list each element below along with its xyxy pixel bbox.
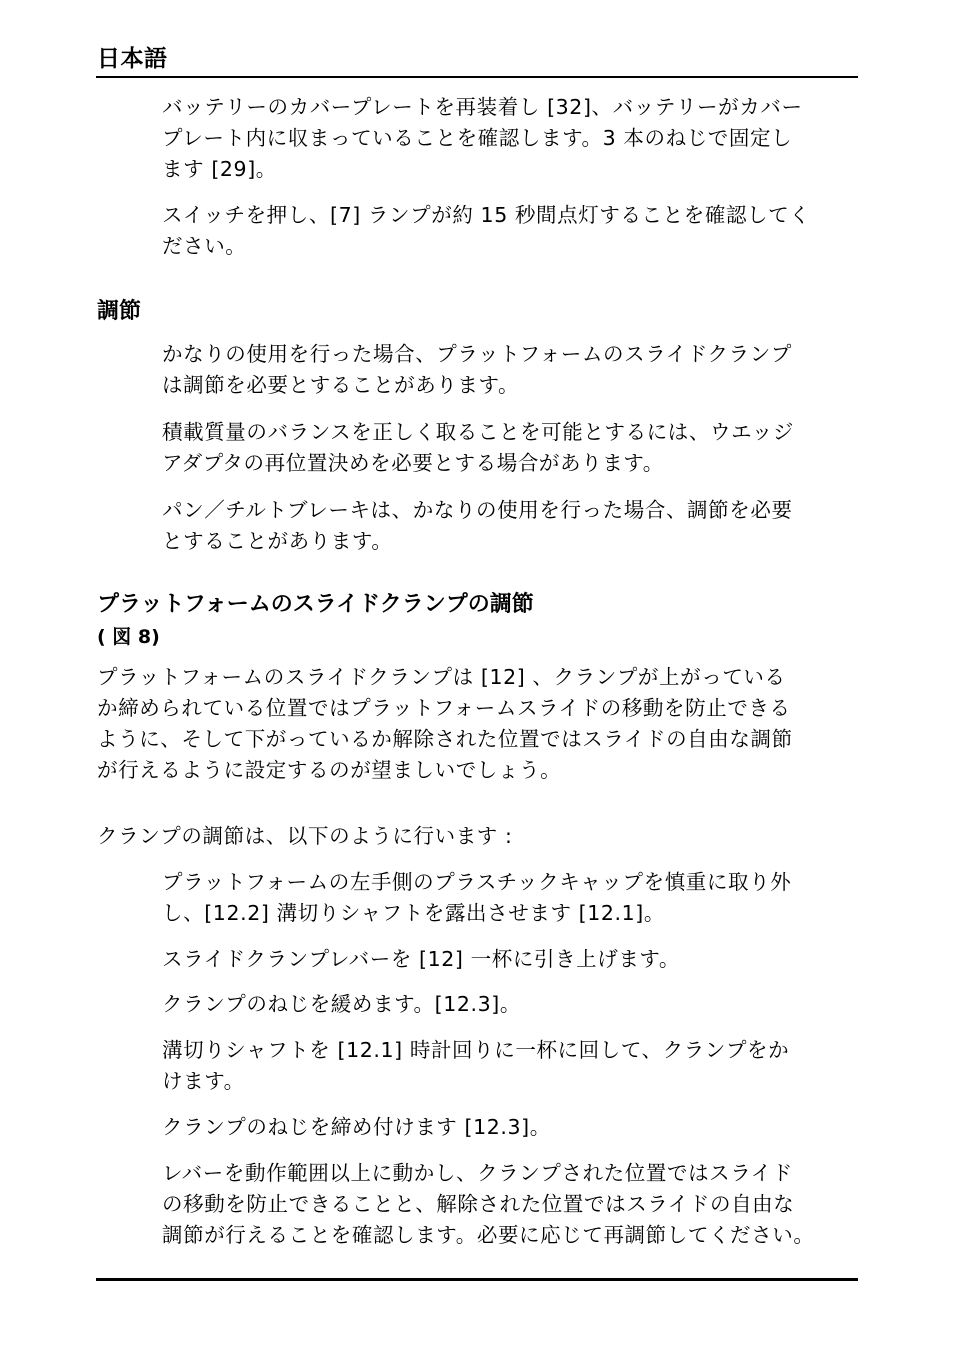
figure-reference: ( 図 8): [97, 626, 160, 648]
battery-step-1: [162, 92, 803, 185]
adjustment-paragraph-2: [162, 417, 794, 479]
clamp-step-1: [162, 867, 791, 929]
clamp-step-5: [162, 1112, 551, 1143]
clamp-step-4-line-2: けます。: [162, 1069, 245, 1093]
battery-step-1-line-2: プレート内に収まっていることを確認します。3 本のねじで固定し: [162, 126, 793, 150]
clamp-step-3: [162, 989, 521, 1020]
clamp-intro-line-1: プラットフォームのスライドクランプは [12] 、クランプが上がっている: [97, 665, 786, 689]
battery-step-2: [162, 200, 810, 262]
section-heading-slide-clamp: プラットフォームのスライドクランプの調節: [97, 592, 534, 617]
battery-step-2-line-2: ださい。: [162, 234, 247, 258]
adjustment-paragraph-1: [162, 339, 792, 401]
clamp-step-2-line-1: スライドクランプレバーを [12] 一杯に引き上げます。: [162, 947, 680, 971]
clamp-step-4: [162, 1035, 789, 1097]
footer-divider: [96, 1278, 858, 1281]
clamp-intro-paragraph: [97, 662, 793, 786]
clamp-step-6-line-2: の移動を防止できることと、解除された位置ではスライドの自由な: [162, 1192, 795, 1216]
battery-step-2-line-1: スイッチを押し、[7] ランプが約 15 秒間点灯することを確認してく: [162, 203, 811, 227]
clamp-step-6: [162, 1158, 814, 1251]
battery-step-1-line-1: バッテリーのカバープレートを再装着し [32]、バッテリーがカバー: [162, 95, 803, 119]
clamp-step-2: [162, 944, 680, 975]
clamp-step-1-line-1: プラットフォームの左手側のプラスチックキャップを慎重に取り外: [162, 870, 792, 894]
clamp-step-1-line-2: し、[12.2] 溝切りシャフトを露出させます [12.1]。: [162, 901, 666, 925]
battery-step-1-line-3: ます [29]。: [162, 157, 277, 181]
adjustment-paragraph-3: [162, 495, 793, 557]
clamp-intro-line-2: か締められている位置ではプラットフォームスライドの移動を防止できる: [97, 696, 791, 720]
adjustment-paragraph-3-line-1: パン／チルトブレーキは、かなりの使用を行った場合、調節を必要: [162, 498, 793, 522]
procedure-intro: [97, 821, 513, 852]
clamp-step-6-line-1: レバーを動作範囲以上に動かし、クランプされた位置ではスライド: [162, 1161, 793, 1185]
clamp-intro-line-4: が行えるように設定するのが望ましいでしょう。: [97, 758, 562, 782]
adjustment-paragraph-1-line-2: は調節を必要とすることがあります。: [162, 373, 520, 397]
section-heading-adjustment: 調節: [97, 299, 142, 324]
adjustment-paragraph-2-line-1: 積載質量のバランスを正しく取ることを可能とするには、ウエッジ: [162, 420, 794, 444]
clamp-step-6-line-3: 調節が行えることを確認します。必要に応じて再調節してください。: [162, 1223, 815, 1247]
header-divider: [96, 76, 858, 78]
clamp-intro-line-3: ように、そして下がっているか解除された位置ではスライドの自由な調節: [97, 727, 793, 751]
adjustment-paragraph-2-line-2: アダプタの再位置決めを必要とする場合があります。: [162, 451, 664, 475]
clamp-step-3-line-1: クランプのねじを緩めます。[12.3]。: [162, 992, 521, 1016]
clamp-step-5-line-1: クランプのねじを締め付けます [12.3]。: [162, 1115, 551, 1139]
adjustment-paragraph-3-line-2: とすることがあります。: [162, 529, 393, 553]
adjustment-paragraph-1-line-1: かなりの使用を行った場合、プラットフォームのスライドクランプ: [162, 342, 792, 366]
clamp-step-4-line-1: 溝切りシャフトを [12.1] 時計回りに一杯に回して、クランプをか: [162, 1038, 790, 1062]
procedure-intro-line: クランプの調節は、以下のように行います :: [97, 824, 513, 848]
page-language-title: 日本語: [97, 46, 168, 72]
